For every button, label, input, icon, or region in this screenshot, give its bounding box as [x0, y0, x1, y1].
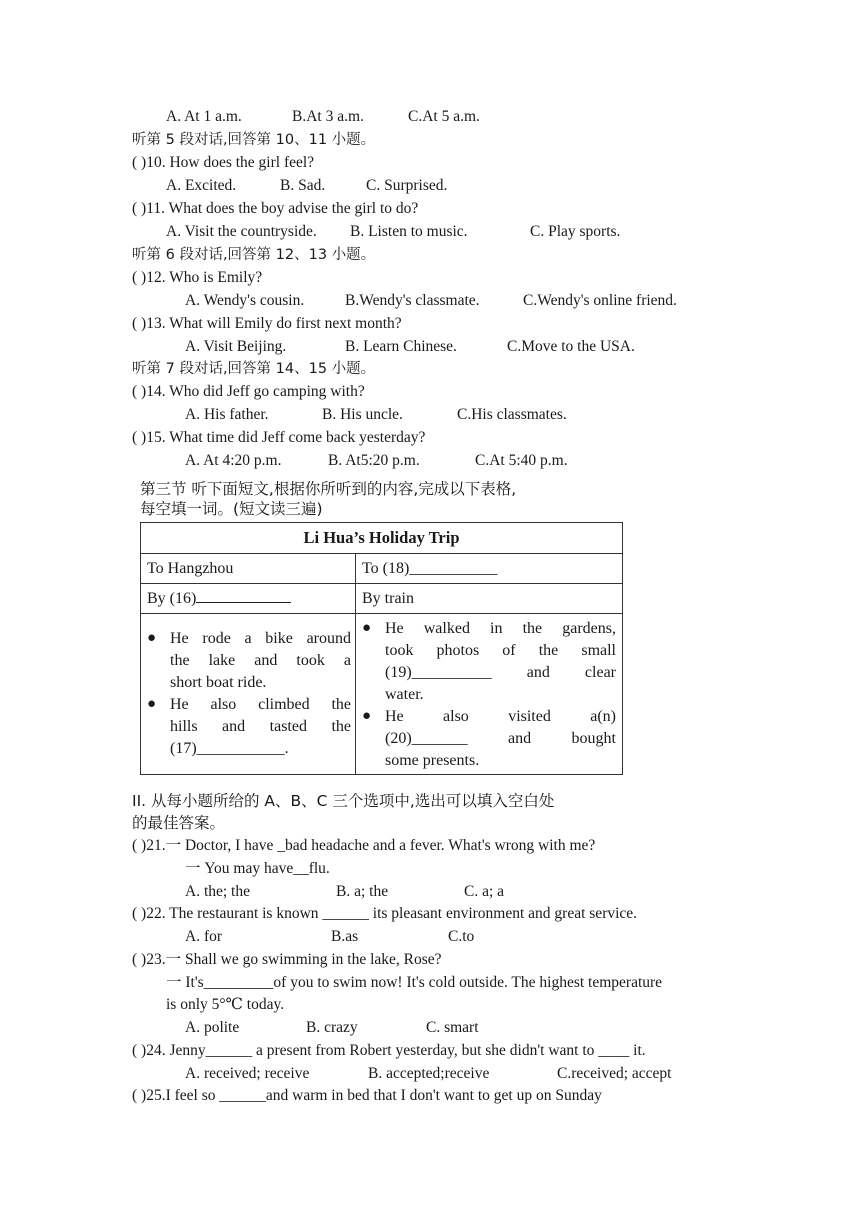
option-c: C. Surprised.: [366, 177, 448, 194]
q14-options: [185, 405, 567, 425]
section3-intro-line1: 第三节 听下面短文,根据你所听到的内容,完成以下表格,: [140, 480, 517, 498]
option-a: A. for: [185, 928, 223, 945]
option-b: B. Learn Chinese.: [345, 338, 457, 355]
option-a: A. At 4:20 p.m.: [185, 452, 282, 469]
question-22: ( )22. The restaurant is known ______ its pleasant environment and great service.: [132, 905, 638, 922]
question-24: ( )24. Jenny______ a present from Robert yesterday, but she didn't want to ____ it.: [132, 1042, 646, 1059]
option-b: B. At5:20 p.m.: [328, 452, 420, 469]
q10-options: [166, 176, 448, 196]
option-a: A. His father.: [185, 406, 269, 423]
bullet-icon: ●: [362, 620, 372, 636]
q23-options: [185, 1018, 479, 1038]
right-activities: [356, 614, 623, 775]
option-a: A. Excited.: [166, 177, 237, 194]
section3-intro-line2: 每空填一词。(短文读三遍): [140, 500, 323, 518]
question-21: ( )21.一 Doctor, I have _bad headache and a fever. What's wrong with me?: [132, 837, 596, 854]
question-23-reply: 一 It's_________of you to swim now! It's cold outside. The highest temperature: [166, 974, 663, 991]
question-14: ( )14. Who did Jeff go camping with?: [132, 383, 365, 400]
question-12: ( )12. Who is Emily?: [132, 269, 263, 286]
question-11: ( )11. What does the boy advise the girl to do?: [132, 200, 419, 217]
bullet-icon: ●: [147, 630, 157, 646]
question-21-reply: 一 You may have__flu.: [185, 860, 330, 877]
option-b: B.as: [331, 928, 359, 945]
question-10: ( )10. How does the girl feel?: [132, 154, 315, 171]
option-c: C. smart: [426, 1019, 479, 1036]
option-b: B. Listen to music.: [350, 223, 468, 240]
left-transport: [141, 584, 356, 614]
q11-options: [166, 222, 621, 242]
q15-options: [185, 451, 568, 471]
dialog7-instruction: 听第 7 段对话,回答第 14、15 小题。: [132, 361, 376, 377]
option-c: C.received; accept: [557, 1065, 672, 1082]
question-15: ( )15. What time did Jeff come back yesterday?: [132, 429, 426, 446]
option-b: B. accepted;receive: [368, 1065, 490, 1082]
option-a: A. Visit the countryside.: [166, 223, 317, 240]
option-c: C.Move to the USA.: [507, 338, 635, 355]
option-b: B. crazy: [306, 1019, 358, 1036]
option-b: B. His uncle.: [322, 406, 403, 423]
option-c: C.At 5:40 p.m.: [475, 452, 568, 469]
question-25: ( )25.I feel so ______and warm in bed that I don't want to get up on Sunday: [132, 1087, 602, 1104]
option-a: A. Wendy's cousin.: [185, 292, 305, 309]
option-a: A. polite: [185, 1019, 240, 1036]
option-b: B. Sad.: [280, 177, 326, 194]
q24-options: [185, 1064, 672, 1084]
q12-options: [185, 291, 677, 311]
left-bullet-2: He also climbed the hills and tasted the (17)___________.: [170, 696, 351, 757]
part2-title-line1: II. 从每小题所给的 A、B、C 三个选项中,选出可以填入空白处: [132, 792, 555, 810]
option-c: C.to: [448, 928, 475, 945]
q9-options: [166, 107, 480, 127]
left-activities: [141, 614, 356, 775]
right-bullet-2: He also visited a(n) (20)_______ and bought some presents.: [385, 708, 616, 769]
option-a: A. At 1 a.m.: [166, 108, 242, 125]
blank-16: [196, 586, 291, 603]
bullet-icon: ●: [147, 696, 157, 712]
q21-options: [185, 882, 505, 902]
table-title: Li Hua’s Holiday Trip: [141, 523, 623, 554]
option-b: B.At 3 a.m.: [292, 108, 364, 125]
q22-options: [185, 927, 475, 947]
option-a: A. Visit Beijing.: [185, 338, 287, 355]
question-23-reply-cont: is only 5°℃ today.: [166, 996, 285, 1013]
question-13: ( )13. What will Emily do first next month?: [132, 315, 402, 332]
option-b: B. a; the: [336, 883, 389, 900]
dialog6-instruction: 听第 6 段对话,回答第 12、13 小题。: [132, 247, 376, 263]
option-c: C.Wendy's online friend.: [523, 292, 677, 309]
bullet-icon: ●: [362, 708, 372, 724]
holiday-trip-table: [140, 522, 623, 775]
option-c: C.At 5 a.m.: [408, 108, 480, 125]
dialog5-instruction: 听第 5 段对话,回答第 10、11 小题。: [132, 132, 376, 148]
part2-title-line2: 的最佳答案。: [132, 814, 226, 832]
option-c: C. Play sports.: [530, 223, 621, 240]
right-bullet-1: He walked in the gardens, took photos of the small (19)__________ and clear water.: [385, 620, 616, 703]
question-23: ( )23.一 Shall we go swimming in the lake, Rose?: [132, 951, 442, 968]
left-bullet-1: He rode a bike around the lake and took a short boat ride.: [170, 630, 351, 691]
option-a: A. received; receive: [185, 1065, 310, 1082]
option-b: B.Wendy's classmate.: [345, 292, 480, 309]
right-transport: By train: [356, 584, 623, 614]
left-transport-label: By (16): [147, 590, 197, 607]
right-destination: To (18)___________: [356, 554, 623, 584]
option-c: C.His classmates.: [457, 406, 567, 423]
q13-options: [185, 337, 635, 357]
option-a: A. the; the: [185, 883, 250, 900]
left-destination: To Hangzhou: [141, 554, 356, 584]
option-c: C. a; a: [464, 883, 505, 900]
